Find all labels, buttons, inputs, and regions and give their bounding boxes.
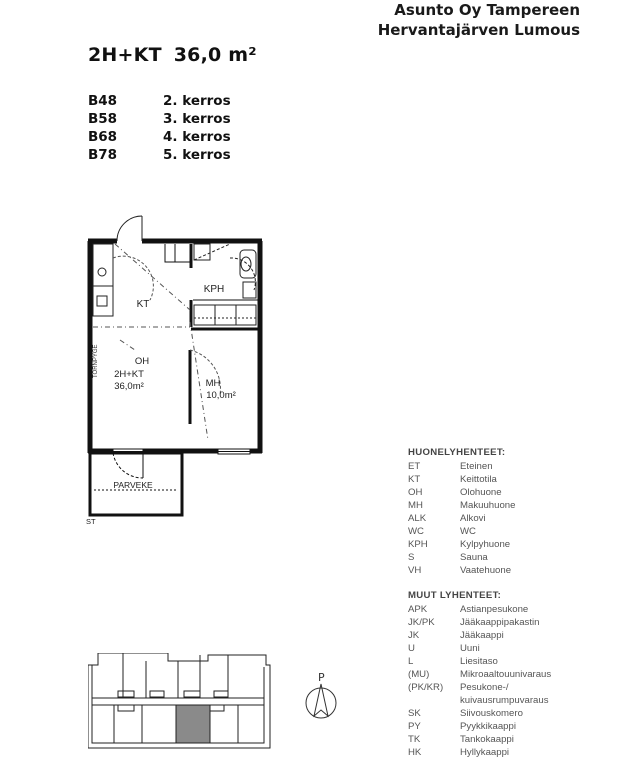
abbreviation-key: ALK: [408, 513, 427, 524]
abbreviation-key: U: [408, 643, 415, 654]
unit-code: B48: [88, 93, 118, 109]
wardrobes: [194, 305, 256, 325]
abbreviation-value: Jääkaappi: [460, 630, 504, 641]
room-label-oh-type: 2H+KT: [114, 369, 144, 380]
abbreviation-value: Makuuhuone: [460, 500, 516, 511]
room-label-oh: OH: [134, 356, 150, 367]
abbreviation-value: Pyykkikaappi: [460, 721, 516, 732]
abbreviation-row: [408, 538, 515, 551]
abbreviation-key: (MU): [408, 669, 430, 680]
unit-code: B68: [88, 129, 118, 145]
abbreviation-key: JK/PK: [408, 617, 435, 628]
abbreviation-row: [408, 525, 515, 538]
abbreviation-row: [408, 629, 551, 642]
abbreviation-key: PY: [408, 721, 421, 732]
abbreviation-key: WC: [408, 526, 424, 537]
abbreviation-value: Hyllykaappi: [460, 747, 510, 758]
room-abbreviations: [408, 446, 515, 577]
room-label-kt: KT: [136, 299, 150, 310]
site-plan: [88, 653, 278, 753]
apartment-type: 2H+KT: [88, 44, 162, 66]
abbreviation-value: WC: [460, 526, 476, 537]
abbreviation-value: kuivausrumpuvaraus: [460, 695, 549, 706]
abbreviation-row: [408, 655, 551, 668]
entry-door: [117, 216, 142, 241]
abbreviation-row: [408, 473, 515, 486]
abbreviation-row: [408, 707, 551, 720]
abbreviation-value: Eteinen: [460, 461, 493, 472]
other-abbreviations-title: MUUT LYHENTEET:: [408, 590, 502, 601]
abbreviation-key: TK: [408, 734, 421, 745]
storage-label-st: ST: [86, 517, 96, 526]
abbreviation-value: Mikroaaltouunivaraus: [460, 669, 552, 680]
abbreviation-value: Sauna: [460, 552, 488, 563]
abbreviation-row: [408, 460, 515, 473]
abbreviation-key: KT: [408, 474, 421, 485]
abbreviation-value: Jääkaappipakastin: [460, 617, 540, 628]
unit-floor: 5. kerros: [163, 147, 231, 163]
abbreviation-value: Tankokaappi: [460, 734, 514, 745]
abbreviation-row: [408, 512, 515, 525]
abbreviation-key: SK: [408, 708, 421, 719]
abbreviation-key: [408, 694, 460, 707]
abbreviation-key: (PK/KR): [408, 682, 444, 693]
abbreviation-key: MH: [408, 500, 423, 511]
abbreviation-key: ET: [408, 461, 421, 472]
north-arrow-icon: [304, 672, 338, 720]
abbreviation-row: [408, 694, 551, 707]
abbreviation-row: [408, 681, 551, 694]
abbreviation-value: Liesitaso: [460, 656, 498, 667]
abbreviation-value: Siivouskomero: [460, 708, 523, 719]
abbreviation-row: [408, 499, 515, 512]
abbreviation-row: [408, 616, 551, 629]
highlighted-apartment: [176, 705, 210, 743]
abbreviation-row: [408, 564, 515, 577]
unit-code: B58: [88, 111, 118, 127]
abbreviation-value: Pesukone-/: [460, 682, 509, 693]
abbreviation-value: Alkovi: [460, 513, 486, 524]
other-abbreviations: [408, 589, 551, 759]
abbreviation-row: [408, 642, 551, 655]
room-label-kph: KPH: [203, 284, 225, 295]
room-label-mh-area: 10,0m²: [206, 390, 236, 401]
abbreviation-key: VH: [408, 565, 422, 576]
unit-floor: 4. kerros: [163, 129, 231, 145]
abbreviation-key: L: [408, 656, 414, 667]
abbreviation-value: Uuni: [460, 643, 480, 654]
room-abbreviations-title: HUONELYHENTEET:: [408, 447, 506, 458]
abbreviation-value: Astianpesukone: [460, 604, 529, 615]
unit-floor: 2. kerros: [163, 93, 231, 109]
abbreviation-row: [408, 720, 551, 733]
abbreviation-row: [408, 668, 551, 681]
unit-floor: 3. kerros: [163, 111, 231, 127]
kitchen-counter: [93, 244, 113, 316]
abbreviation-key: JK: [408, 630, 420, 641]
company-line-1: Asunto Oy Tampereen: [394, 1, 580, 19]
company-line-2: Hervantajärven Lumous: [377, 21, 580, 39]
unit-code: B78: [88, 147, 118, 163]
abbreviation-value: Olohuone: [460, 487, 502, 498]
abbreviation-value: Vaatehuone: [460, 565, 512, 576]
abbreviation-key: KPH: [408, 539, 428, 550]
abbreviation-key: APK: [408, 604, 428, 615]
abbreviation-row: [408, 733, 551, 746]
abbreviation-row: [408, 551, 515, 564]
abbreviation-key: OH: [408, 487, 423, 498]
wall-label: TORNPYGE: [93, 344, 99, 378]
dashed-lines: [93, 244, 220, 440]
abbreviation-key: HK: [408, 747, 422, 758]
abbreviation-row: [408, 746, 551, 759]
outer-walls: [88, 241, 262, 453]
abbreviation-row: [408, 603, 551, 616]
apartment-area: 36,0 m²: [173, 44, 257, 66]
abbreviation-value: Kylpyhuone: [460, 539, 511, 550]
abbreviation-row: [408, 486, 515, 499]
abbreviation-value: Keittotila: [460, 474, 497, 485]
room-label-mh: MH: [205, 378, 221, 389]
abbreviation-key: S: [408, 552, 415, 563]
room-label-oh-area: 36,0m²: [114, 381, 144, 392]
north-label: P: [318, 671, 325, 684]
room-label-parveke: PARVEKE: [113, 480, 153, 490]
